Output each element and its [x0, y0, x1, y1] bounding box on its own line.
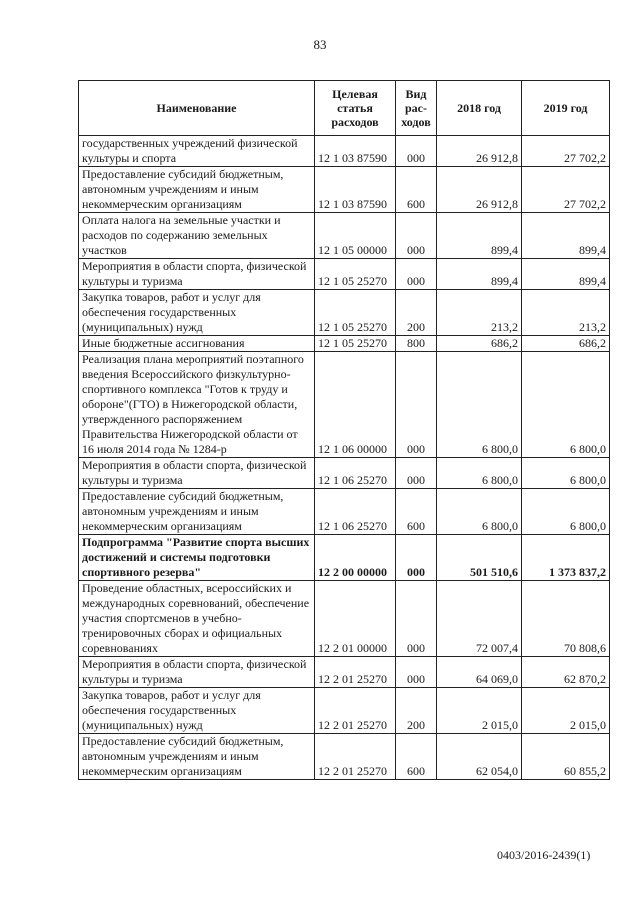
- page-number: 83: [313, 37, 327, 52]
- row-expense-type-cell: 000: [396, 352, 437, 458]
- row-target-article-cell: 12 1 05 25270: [315, 259, 396, 290]
- row-expense-type-cell: 000: [396, 657, 437, 688]
- table-row: [79, 336, 610, 352]
- row-year-2018-cell: 899,4: [437, 213, 522, 259]
- row-expense-type-cell: 600: [396, 734, 437, 780]
- header-year-2018: 2018 год: [437, 81, 522, 136]
- row-year-2019-cell: 686,2: [522, 336, 610, 352]
- row-year-2018-cell: 686,2: [437, 336, 522, 352]
- table-row: [79, 259, 610, 290]
- row-expense-type-cell: 000: [396, 259, 437, 290]
- row-target-article-cell: 12 1 03 87590: [315, 136, 396, 167]
- row-year-2018-cell: 6 800,0: [437, 352, 522, 458]
- row-name-cell: Закупка товаров, работ и услуг для обеспечения государственных (муниципальных) нужд: [79, 290, 315, 336]
- row-target-article-cell: 12 2 00 00000: [315, 535, 396, 581]
- row-year-2018-cell: 213,2: [437, 290, 522, 336]
- table-header-row: [79, 81, 610, 136]
- row-year-2019-cell: 6 800,0: [522, 458, 610, 489]
- row-name-cell: Закупка товаров, работ и услуг для обеспечения государственных (муниципальных) нужд: [79, 688, 315, 734]
- row-name-cell: Иные бюджетные ассигнования: [79, 336, 315, 352]
- header-target-article: Целевая статья расходов: [315, 81, 396, 136]
- row-expense-type-cell: 000: [396, 213, 437, 259]
- table-row: [79, 657, 610, 688]
- row-name-cell: Предоставление субсидий бюджетным, автономным учреждениям и иным некоммерческим организациям: [79, 489, 315, 535]
- row-year-2018-cell: 2 015,0: [437, 688, 522, 734]
- row-year-2018-cell: 6 800,0: [437, 458, 522, 489]
- header-expense-type: Вид рас-ходов: [396, 81, 437, 136]
- row-year-2019-cell: 60 855,2: [522, 734, 610, 780]
- row-name-cell: Подпрограмма "Развитие спорта высших достижений и системы подготовки спортивного резерва": [79, 535, 315, 581]
- row-year-2018-cell: 6 800,0: [437, 489, 522, 535]
- table-body: [79, 136, 610, 780]
- row-target-article-cell: 12 2 01 25270: [315, 734, 396, 780]
- row-expense-type-cell: 000: [396, 581, 437, 657]
- row-name-cell: Предоставление субсидий бюджетным, автономным учреждениям и иным некоммерческим организациям: [79, 167, 315, 213]
- row-year-2019-cell: 6 800,0: [522, 352, 610, 458]
- row-name-cell: Мероприятия в области спорта, физической культуры и туризма: [79, 259, 315, 290]
- table-row: [79, 352, 610, 458]
- row-target-article-cell: 12 1 05 00000: [315, 213, 396, 259]
- row-year-2019-cell: 1 373 837,2: [522, 535, 610, 581]
- row-expense-type-cell: 000: [396, 458, 437, 489]
- table-row: [79, 688, 610, 734]
- row-name-cell: Мероприятия в области спорта, физической культуры и туризма: [79, 657, 315, 688]
- row-target-article-cell: 12 1 05 25270: [315, 290, 396, 336]
- row-name-cell: Предоставление субсидий бюджетным, автономным учреждениям и иным некоммерческим организациям: [79, 734, 315, 780]
- row-target-article-cell: 12 1 03 87590: [315, 167, 396, 213]
- row-year-2019-cell: 62 870,2: [522, 657, 610, 688]
- row-year-2018-cell: 501 510,6: [437, 535, 522, 581]
- table-row: [79, 213, 610, 259]
- table-row: [79, 167, 610, 213]
- row-year-2018-cell: 72 007,4: [437, 581, 522, 657]
- row-target-article-cell: 12 1 06 00000: [315, 352, 396, 458]
- row-year-2019-cell: 6 800,0: [522, 489, 610, 535]
- row-target-article-cell: 12 1 06 25270: [315, 458, 396, 489]
- row-name-cell: Мероприятия в области спорта, физической культуры и туризма: [79, 458, 315, 489]
- row-year-2018-cell: 26 912,8: [437, 136, 522, 167]
- header-year-2019: 2019 год: [522, 81, 610, 136]
- row-name-cell: Оплата налога на земельные участки и расходов по содержанию земельных участков: [79, 213, 315, 259]
- document-footer-code: 0403/2016-2439(1): [497, 848, 591, 862]
- table-row: [79, 290, 610, 336]
- table-row: [79, 734, 610, 780]
- row-expense-type-cell: 200: [396, 290, 437, 336]
- row-target-article-cell: 12 2 01 00000: [315, 581, 396, 657]
- row-year-2019-cell: 899,4: [522, 213, 610, 259]
- row-target-article-cell: 12 1 06 25270: [315, 489, 396, 535]
- row-target-article-cell: 12 2 01 25270: [315, 688, 396, 734]
- row-year-2018-cell: 899,4: [437, 259, 522, 290]
- row-year-2018-cell: 64 069,0: [437, 657, 522, 688]
- table-row: [79, 458, 610, 489]
- table-row: [79, 489, 610, 535]
- row-year-2019-cell: 70 808,6: [522, 581, 610, 657]
- row-name-cell: Реализация плана мероприятий поэтапного введения Всероссийского физкультурно-спортивного комплекса "Готов к труду и обороне"(ГТО) в Нижегородской области, утвержденного распоряжением Правительства Нижегородской области от 16 июля 2014 года № 1284-р: [79, 352, 315, 458]
- row-year-2019-cell: 213,2: [522, 290, 610, 336]
- row-expense-type-cell: 000: [396, 136, 437, 167]
- row-expense-type-cell: 800: [396, 336, 437, 352]
- row-year-2018-cell: 62 054,0: [437, 734, 522, 780]
- row-year-2019-cell: 2 015,0: [522, 688, 610, 734]
- row-expense-type-cell: 600: [396, 489, 437, 535]
- row-year-2019-cell: 27 702,2: [522, 136, 610, 167]
- row-expense-type-cell: 200: [396, 688, 437, 734]
- table-row: [79, 581, 610, 657]
- budget-table: [78, 80, 610, 780]
- header-name: Наименование: [79, 81, 315, 136]
- row-target-article-cell: 12 1 05 25270: [315, 336, 396, 352]
- row-expense-type-cell: 600: [396, 167, 437, 213]
- row-year-2019-cell: 27 702,2: [522, 167, 610, 213]
- row-target-article-cell: 12 2 01 25270: [315, 657, 396, 688]
- row-name-cell: государственных учреждений физической культуры и спорта: [79, 136, 315, 167]
- row-name-cell: Проведение областных, всероссийских и международных соревнований, обеспечение участия спортсменов в учебно-тренировочных сборах и официальных соревнованиях: [79, 581, 315, 657]
- row-expense-type-cell: 000: [396, 535, 437, 581]
- row-year-2019-cell: 899,4: [522, 259, 610, 290]
- row-year-2018-cell: 26 912,8: [437, 167, 522, 213]
- table-row: [79, 535, 610, 581]
- table-row: [79, 136, 610, 167]
